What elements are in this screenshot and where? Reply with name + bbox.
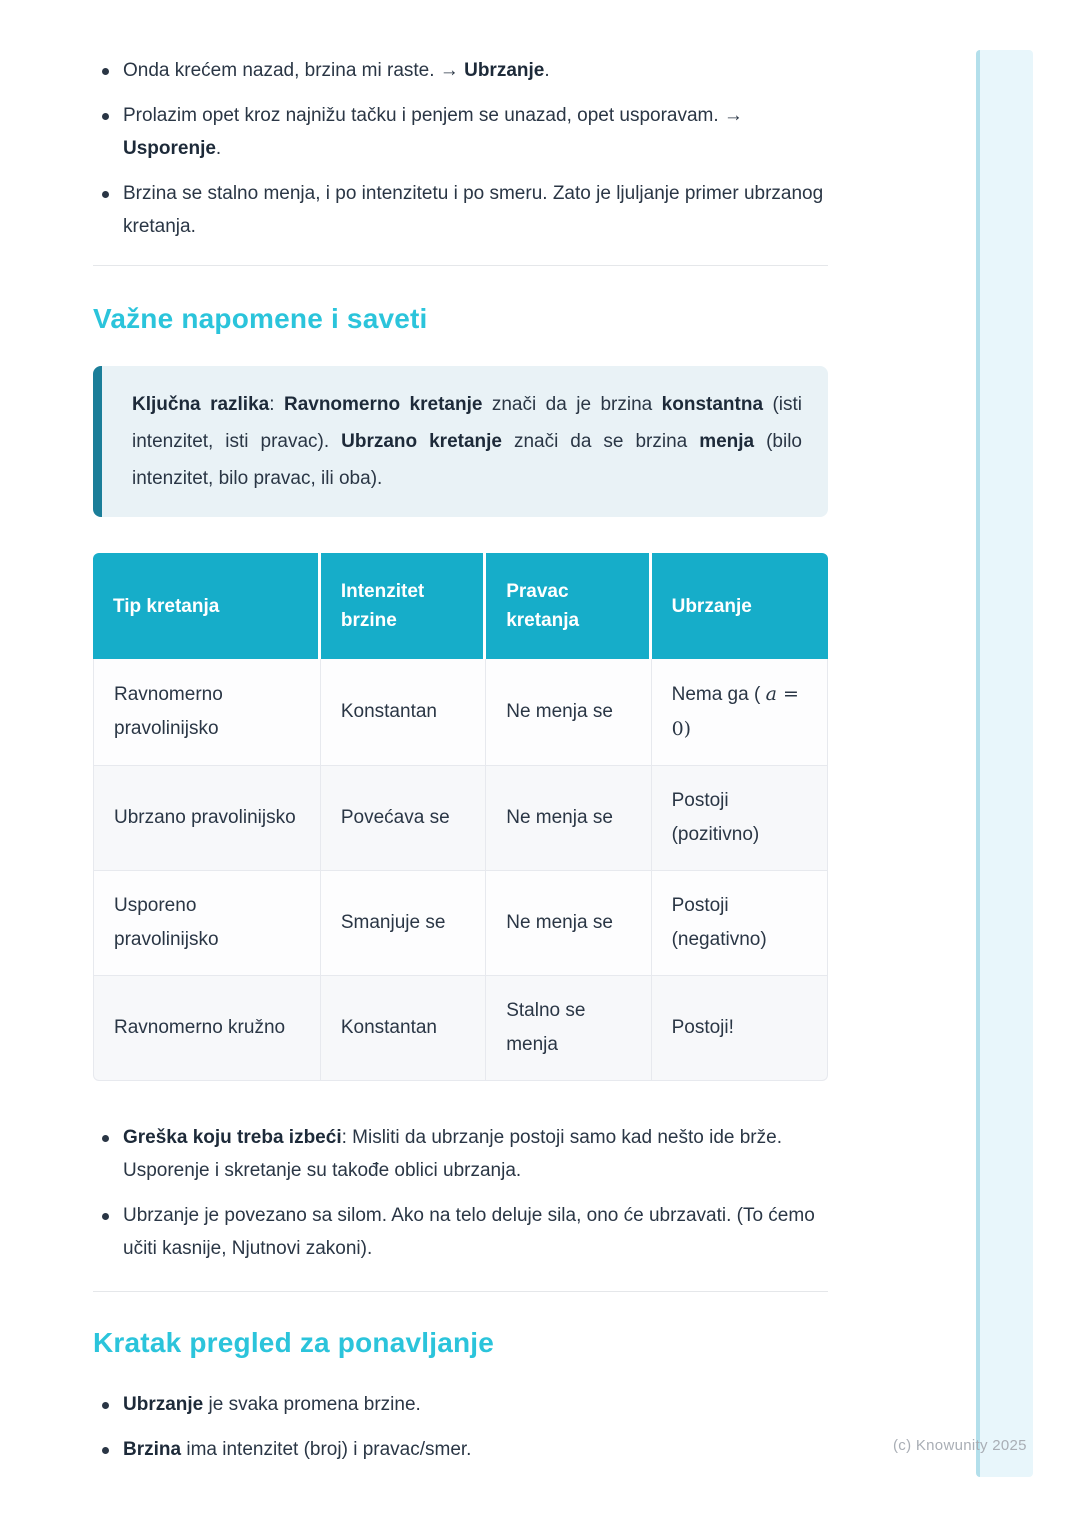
key-difference-callout bbox=[93, 366, 828, 517]
list-item-text bbox=[123, 60, 550, 81]
text-segment: Ravnomerno kretanje bbox=[283, 394, 483, 415]
text-segment: ima intenzitet (broj) i pravac/smer. bbox=[181, 1439, 472, 1460]
section-title-notes: Važne napomene i saveti bbox=[93, 303, 428, 334]
text-segment: znači da se brzina bbox=[501, 431, 700, 452]
text-segment: . bbox=[215, 138, 222, 159]
text-segment: Ne menja se bbox=[506, 701, 613, 722]
bullet-dot bbox=[102, 68, 109, 75]
table-cell bbox=[486, 871, 651, 976]
notes-bullet-list bbox=[93, 1121, 828, 1265]
table-cell bbox=[93, 659, 321, 766]
table-cell bbox=[652, 659, 828, 766]
table-row bbox=[93, 659, 828, 766]
column-header: Intenzitet brzine bbox=[321, 553, 486, 659]
text-segment: : bbox=[269, 394, 284, 415]
callout-text bbox=[132, 386, 802, 497]
table-cell bbox=[321, 659, 486, 766]
bullet-dot bbox=[102, 113, 109, 120]
text-segment: Postoji (pozitivno) bbox=[671, 790, 760, 845]
motion-types-table bbox=[93, 553, 828, 1081]
text-segment: Ubrzanje bbox=[123, 1394, 204, 1415]
bullet-dot bbox=[102, 191, 109, 198]
text-segment: Ključna razlika bbox=[132, 394, 270, 415]
text-segment: Postoji (negativno) bbox=[671, 895, 767, 950]
table-row bbox=[93, 976, 828, 1081]
text-segment: konstantna bbox=[661, 394, 764, 415]
table-cell bbox=[652, 766, 828, 871]
copyright-footer: (c) Knowunity 2025 bbox=[893, 1437, 1027, 1454]
decorative-side-bar bbox=[976, 50, 1033, 1477]
table-cell bbox=[93, 871, 321, 976]
bullet-dot bbox=[102, 1135, 109, 1142]
bullet-dot bbox=[102, 1213, 109, 1220]
list-item bbox=[93, 1433, 828, 1466]
list-item-text bbox=[123, 105, 743, 159]
list-item-text bbox=[123, 1205, 815, 1259]
table-cell bbox=[321, 976, 486, 1081]
list-item-text bbox=[123, 1394, 421, 1415]
text-segment: Prolazim opet kroz najnižu tačku i penjem se unazad, opet usporavam. → bbox=[123, 105, 743, 126]
list-item bbox=[93, 54, 828, 87]
text-segment: Nema ga ( bbox=[671, 684, 766, 705]
text-segment: Ne menja se bbox=[506, 912, 613, 933]
text-segment: Stalno se menja bbox=[506, 1000, 586, 1055]
table-cell bbox=[321, 871, 486, 976]
table-cell bbox=[652, 871, 828, 976]
table-cell bbox=[93, 976, 321, 1081]
text-segment: Ravnomerno pravolinijsko bbox=[114, 684, 223, 739]
text-segment: Povećava se bbox=[340, 807, 450, 828]
text-segment: je svaka promena brzine. bbox=[203, 1394, 421, 1415]
text-segment: Smanjuje se bbox=[340, 912, 446, 933]
text-segment: Konstantan bbox=[340, 1017, 437, 1038]
column-header: Pravac kretanja bbox=[486, 553, 651, 659]
section-divider bbox=[93, 1291, 828, 1292]
table-cell bbox=[486, 659, 651, 766]
text-segment: Ubrzanje bbox=[464, 60, 545, 81]
table-row bbox=[93, 871, 828, 976]
table-cell bbox=[321, 766, 486, 871]
bullet-dot bbox=[102, 1402, 109, 1409]
table-cell bbox=[652, 976, 828, 1081]
text-segment: menja bbox=[699, 431, 755, 452]
list-item-text bbox=[123, 183, 823, 237]
section-divider bbox=[93, 265, 828, 266]
table-header-row bbox=[93, 553, 828, 659]
table-cell bbox=[486, 766, 651, 871]
text-segment: Usporeno pravolinijsko bbox=[114, 895, 219, 950]
text-segment: Ubrzano pravolinijsko bbox=[114, 807, 296, 828]
column-header: Ubrzanje bbox=[652, 553, 828, 659]
text-segment: znači da je brzina bbox=[482, 394, 662, 415]
text-segment: Brzina se stalno menja, i po intenzitetu i po smeru. Zato je ljuljanje primer ubrzanog kretanja. bbox=[123, 183, 824, 237]
text-segment: Postoji! bbox=[671, 1017, 734, 1038]
list-item bbox=[93, 1388, 828, 1421]
text-segment: (isti intenzitet, isti pravac). bbox=[132, 394, 803, 452]
text-segment: Ravnomerno kružno bbox=[114, 1017, 286, 1038]
text-segment: Ubrzano kretanje bbox=[341, 431, 502, 452]
text-segment: (bilo intenzitet, bilo pravac, ili oba). bbox=[132, 431, 802, 489]
text-segment: Brzina bbox=[123, 1439, 182, 1460]
table-row bbox=[93, 766, 828, 871]
summary-bullet-list bbox=[93, 1388, 828, 1466]
list-item bbox=[93, 99, 828, 165]
text-segment: . bbox=[544, 60, 550, 81]
text-segment: a bbox=[765, 683, 777, 705]
list-item-text bbox=[123, 1439, 471, 1460]
text-segment: Usporenje bbox=[123, 138, 216, 159]
text-segment: Ne menja se bbox=[506, 807, 613, 828]
table-cell bbox=[486, 976, 651, 1081]
text-segment: Onda krećem nazad, brzina mi raste. → bbox=[123, 60, 465, 81]
section-title-summary: Kratak pregled za ponavljanje bbox=[93, 1327, 495, 1358]
text-segment: = 0) bbox=[671, 683, 799, 740]
bullet-dot bbox=[102, 1447, 109, 1454]
page-content bbox=[93, 0, 828, 1478]
list-item bbox=[93, 177, 828, 243]
list-item bbox=[93, 1199, 828, 1265]
intro-bullet-list bbox=[93, 54, 828, 243]
text-segment: Greška koju treba izbeći bbox=[123, 1127, 342, 1148]
text-segment: Konstantan bbox=[340, 701, 437, 722]
text-segment: : Misliti da ubrzanje postoji samo kad nešto ide brže. Usporenje i skretanje su takođe oblici ubrzanja. bbox=[123, 1127, 782, 1181]
table-cell bbox=[93, 766, 321, 871]
text-segment: Ubrzanje je povezano sa silom. Ako na telo deluje sila, ono će ubrzavati. (To ćemo učiti kasnije, Njutnovi zakoni). bbox=[123, 1205, 815, 1259]
list-item-text bbox=[123, 1127, 782, 1181]
column-header: Tip kretanja bbox=[93, 553, 321, 659]
list-item bbox=[93, 1121, 828, 1187]
